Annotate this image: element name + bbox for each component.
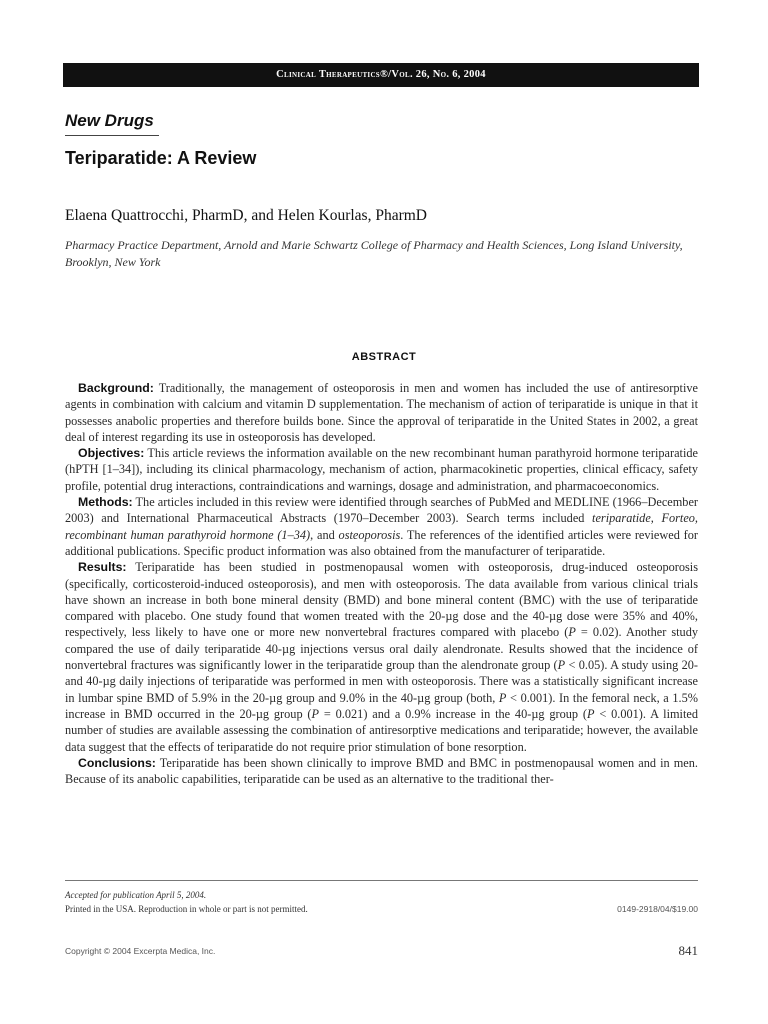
section-underline [65,135,159,136]
abstract-heading: ABSTRACT [351,351,417,363]
results-text-1: Teriparatide has been studied in postmenopausal women with osteoporosis, drug-induced osteoporosis (specifically, corticosteroid-induced osteoporosis), and men with osteoporosis. The data available from various clinical trials have shown an increase in both bone mineral density (BMD) and bone mineral content (BMC) with the use of teriparatide compared with placebo. One study found that women treated with the 20-µg dose and the 40-µg dose were 35% and 40%, respectively, less likely to have one or more new nonvertebral fractures compared with placebo ( [65,560,698,640]
results-p4: P [311,706,320,721]
results-text-2: = 0.02). Another study compared the use of daily teriparatide 40-µg injections versus oral daily alendronate. Results showed that the incidence of nonvertebral fractures was significantly lower in the teriparatide group than the alendronate group ( [65,625,698,673]
copyright: Copyright © 2004 Excerpta Medica, Inc. [65,946,216,956]
issn-code: 0149-2918/04/$19.00 [617,904,698,914]
background-text: Traditionally, the management of osteoporosis in men and women has included the use of antiresorptive agents in combination with calcium and vitamin D supplementation. The mechanism of action of teriparatide is unique in that it possesses anabolic properties and therefore builds bone. Since the approval of teriparatide in the United States in 2002, a great deal of interest regarding its use in osteoporosis has developed. [65,381,698,444]
abstract-conclusions [65,755,698,788]
section-label: New Drugs [65,111,154,130]
methods-label: Methods: [78,495,133,510]
results-p1: P [568,625,576,640]
abstract-results [65,559,698,755]
objectives-label: Objectives: [78,446,145,461]
accepted-note: Accepted for publication April 5, 2004. [65,890,207,900]
results-text-6: < 0.001). A limited number of studies are available assessing the combination of antiresorptive medications and teriparatide; however, the available data suggest that the effects of teriparatide do not require prior stimulation of bone resorption. [65,706,698,754]
results-p2: P [557,658,566,673]
results-text-3: < 0.05). A study using 20- and 40-µg daily injections of teriparatide was performed in men with osteoporosis. There was a statistically significant increase in lumbar spine BMD of 5.9% in the 20-µg group and 9.0% in the 40-µg group (both, [65,658,698,705]
printed-note: Printed in the USA. Reproduction in whole or part is not permitted. [65,904,308,914]
results-p5: P [587,706,595,721]
objectives-text: This article reviews the information available on the new recombinant human parathyroid hormone teriparatide (hPTH [1–34]), including its clinical pharmacology, mechanism of action, pharmacokinetic properties, clinical efficacy, safety profile, potential drug interactions, contraindications and warnings, dosage and administration, and pharmacoeconomics. [65,446,698,493]
methods-term-last: osteoporosis [338,527,401,542]
abstract-methods [65,494,698,559]
page-number: 841 [678,943,698,958]
conclusions-label: Conclusions: [78,755,156,770]
abstract-objectives [65,445,698,494]
affiliation: Pharmacy Practice Department, Arnold and Marie Schwartz College of Pharmacy and Health Sciences, Long Island University, Brooklyn, New York [65,238,683,269]
running-header: Clinical Therapeutics®/Vol. 26, No. 6, 2004 [63,63,699,87]
results-text-5: = 0.021) and a 0.9% increase in the 40-µg group ( [319,706,588,721]
article-title: Teriparatide: A Review [65,148,257,168]
background-label: Background: [78,381,154,395]
results-label: Results: [78,560,127,575]
methods-terms: teriparatide, Forteo, recombinant human parathyroid hormone (1–34) [65,511,699,542]
methods-text-c: . The references of the identified articles were reviewed for additional publications. Specific product information was also obtained from the manufacturer of teriparatide. [65,527,698,558]
results-text-4: < 0.001). In the femoral neck, a 1.5% increase in BMD occurred in the 20-µg group ( [65,690,698,721]
methods-text: The articles included in this review were identified through searches of PubMed and MEDLINE (1966–December 2003) and International Pharmaceutical Abstracts (1970–December 2003). Search terms included [65,495,699,526]
abstract-background [65,380,698,445]
results-p3: P [498,690,507,705]
conclusions-text: Teriparatide has been shown clinically to improve BMD and BMC in postmenopausal women and in men. Because of its anabolic capabilities, teriparatide can be used as an alternative to the traditional ther- [65,755,698,787]
authors: Elaena Quattrocchi, PharmD, and Helen Kourlas, PharmD [65,207,427,224]
methods-text-b: , and [310,527,335,542]
footer-divider [65,880,698,881]
abstract-body [65,380,698,787]
